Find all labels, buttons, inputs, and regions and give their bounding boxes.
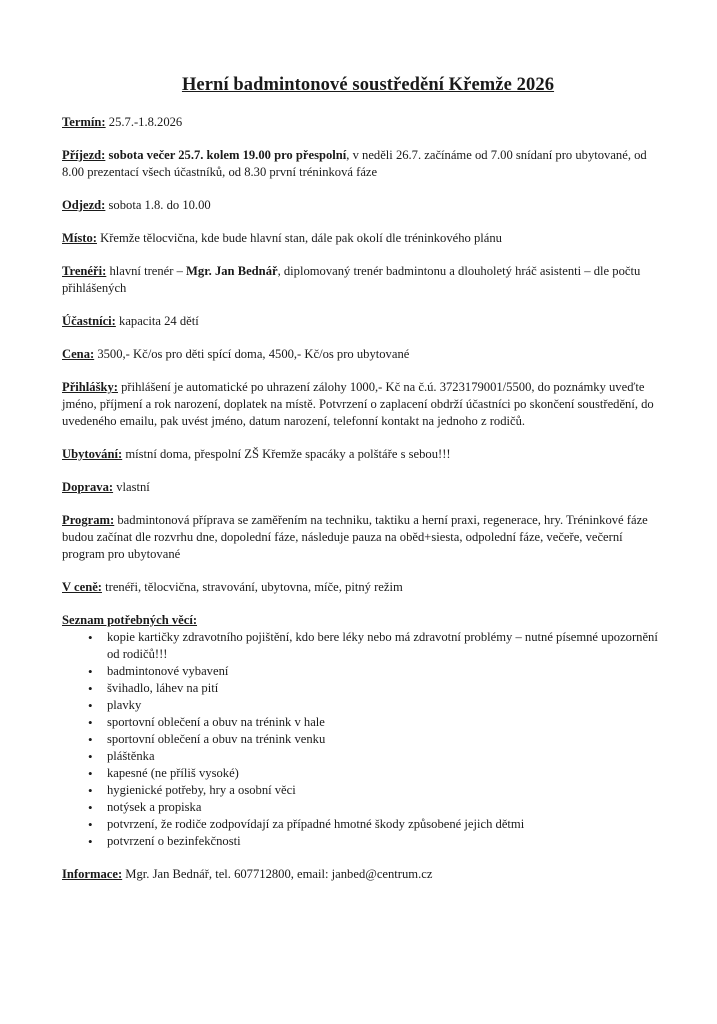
list-item: • hygienické potřeby, hry a osobní věci [107,782,662,799]
ucastnici-value: kapacita 24 dětí [115,314,199,328]
section-treneri [62,263,662,297]
prijezd-bold-value: sobota večer 25.7. kolem 19.00 pro přespolní [105,148,347,162]
odjezd-label: Odjezd: [62,198,106,212]
list-item: • plavky [107,697,662,714]
list-item: • švihadlo, láhev na pití [107,680,662,697]
prijezd-label: Příjezd: [62,148,106,162]
section-v-cene [62,579,662,596]
misto-value: Křemže tělocvična, kde bude hlavní stan, dále pak okolí dle tréninkového plánu [96,231,502,245]
section-odjezd [62,197,662,214]
list-item: • potvrzení o bezinfekčnosti [107,833,662,850]
section-ucastnici [62,313,662,330]
list-item: • kopie kartičky zdravotního pojištění, kdo bere léky nebo má zdravotní problémy – nutné písemné upozornění od rodičů!!! [107,629,662,663]
ubytovani-label: Ubytování: [62,447,123,461]
doprava-value: vlastní [113,480,150,494]
ucastnici-label: Účastníci: [62,314,116,328]
seznam-label: Seznam potřebných věcí: [62,613,198,627]
v-cene-value: trenéři, tělocvična, stravování, ubytovna, míče, pitný režim [101,580,403,594]
section-ubytovani [62,446,662,463]
prijezd-value: , v neděli 26.7. začínáme od 7.00 snídaní pro ubytované, od 8.00 prezentací všech účastníků, od 8.30 první tréninková fáze [62,148,647,179]
program-value: badmintonová příprava se zaměřením na techniku, taktiku a herní praxi, regenerace, hry. Tréninkové fáze budou začínat dle rozvrhu dne, dopolední fáze, následuje pauza na oběd+siesta, odpolední fáze, večeře, večerní program pro ubytované [62,513,648,561]
section-prihlasky [62,379,662,430]
list-item: • notýsek a propiska [107,799,662,816]
treneri-value-after: , diplomovaný trenér badmintonu a dlouholetý hráč asistenti – dle počtu přihlášených [62,264,641,295]
prihlasky-label: Přihlášky: [62,380,118,394]
ubytovani-value: místní doma, přespolní ZŠ Křemže spacáky a polštáře s sebou!!! [122,447,451,461]
treneri-label: Trenéři: [62,264,107,278]
section-prijezd [62,147,662,181]
section-seznam [62,612,662,629]
section-termin [62,114,662,131]
list-item: • sportovní oblečení a obuv na trénink venku [107,731,662,748]
doprava-label: Doprava: [62,480,114,494]
termin-label: Termín: [62,115,106,129]
treneri-value-before: hlavní trenér – [106,264,187,278]
list-item: • pláštěnka [107,748,662,765]
termin-value: 25.7.-1.8.2026 [105,115,183,129]
section-doprava [62,479,662,496]
informace-value: Mgr. Jan Bednář, tel. 607712800, email: janbed@centrum.cz [122,867,433,881]
list-item: • sportovní oblečení a obuv na trénink v hale [107,714,662,731]
misto-label: Místo: [62,231,97,245]
prihlasky-value: přihlášení je automatické po uhrazení zálohy 1000,- Kč na č.ú. 3723179001/5500, do poznámky uveďte jméno, příjmení a rok narození, doplatek na místě. Potvrzení o zaplacení obdrží účastníci po skončení soustředění, do uvedeného emailu, pak uvést jméno, datum narození, telefonní kontakt na jednoho z rodičů. [62,380,654,428]
document-page [62,74,662,899]
list-item: • kapesné (ne příliš vysoké) [107,765,662,782]
section-informace [62,866,662,883]
informace-label: Informace: [62,867,123,881]
odjezd-value: sobota 1.8. do 10.00 [105,198,211,212]
program-label: Program: [62,513,115,527]
section-program [62,512,662,563]
cena-value: 3500,- Kč/os pro děti spící doma, 4500,- Kč/os pro ubytované [94,347,410,361]
section-cena [62,346,662,363]
treneri-head-coach: Mgr. Jan Bednář [186,264,278,278]
section-misto [62,230,662,247]
cena-label: Cena: [62,347,95,361]
document-title: Herní badmintonové soustředění Křemže 2026 [181,75,555,95]
list-item: • potvrzení, že rodiče zodpovídají za případné hmotné škody způsobené jejich dětmi [107,816,662,833]
v-cene-label: V ceně: [62,580,102,594]
list-item: • badmintonové vybavení [107,663,662,680]
needed-items-list [62,629,662,850]
